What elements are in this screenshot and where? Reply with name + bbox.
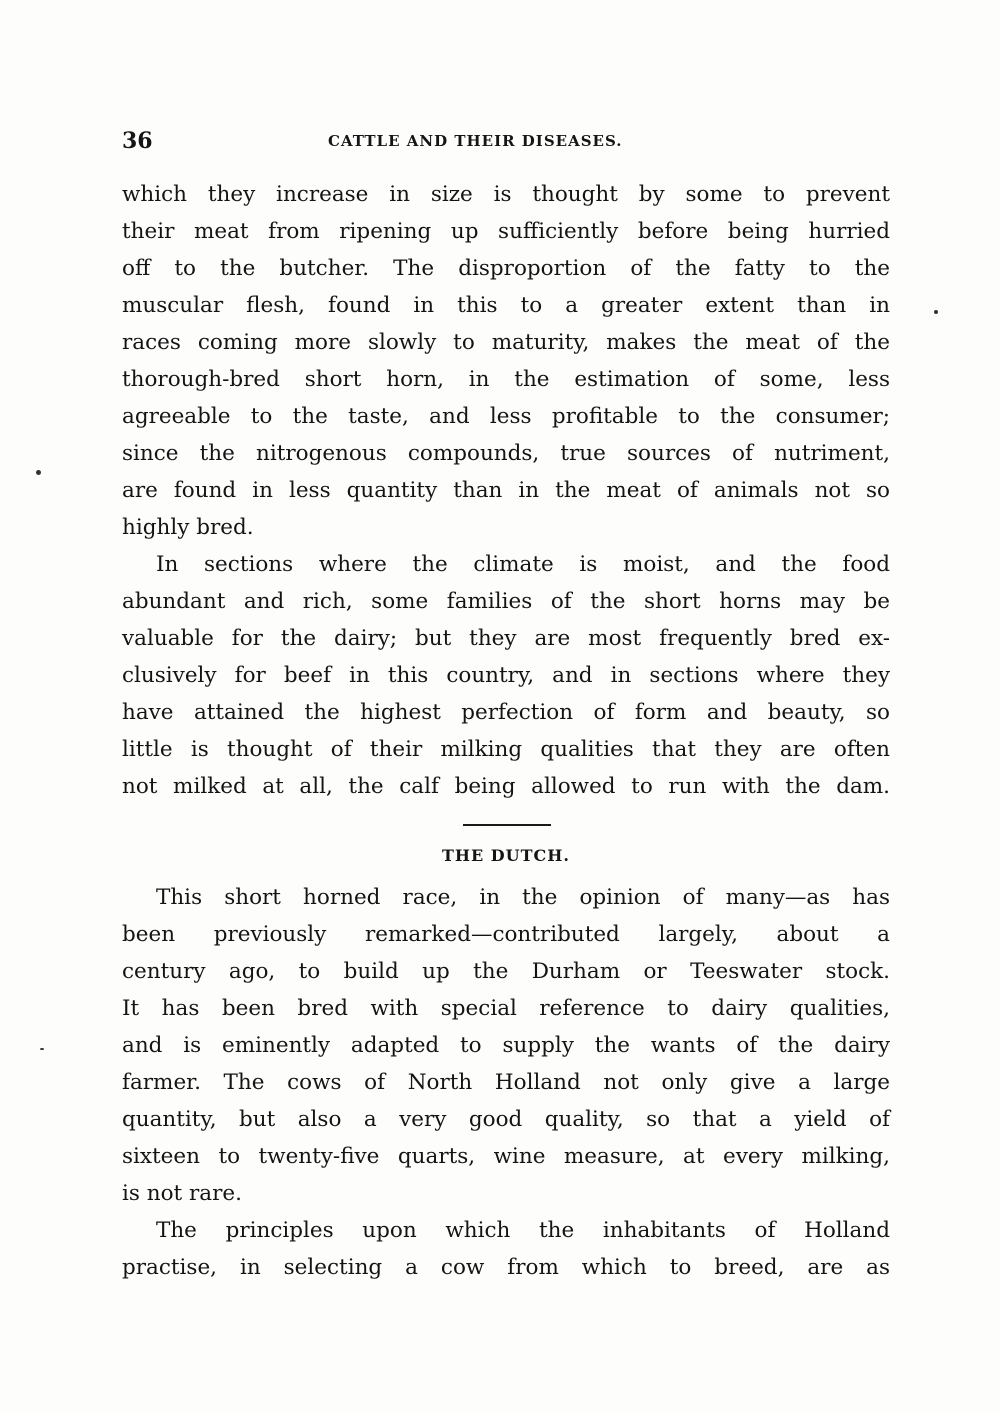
text-line: practise, in selecting a cow from which to breed, are as bbox=[122, 1255, 890, 1280]
text-line: clusively for beef in this country, and in sections where they bbox=[122, 663, 890, 688]
scan-speck bbox=[40, 1048, 44, 1050]
text-line: muscular flesh, found in this to a greater extent than in bbox=[122, 293, 890, 318]
text-line: sixteen to twenty-five quarts, wine measure, at every milking, bbox=[122, 1144, 890, 1169]
paragraph-4 bbox=[122, 1212, 890, 1286]
text-line: been previously remarked—contributed largely, about a bbox=[122, 922, 890, 947]
text-line: and is eminently adapted to supply the wants of the dairy bbox=[122, 1033, 890, 1058]
text-line: abundant and rich, some families of the short horns may be bbox=[122, 589, 890, 614]
text-line: not milked at all, the calf being allowed to run with the dam. bbox=[122, 774, 890, 799]
text-line: since the nitrogenous compounds, true sources of nutriment, bbox=[122, 441, 890, 466]
text-line: thorough-bred short horn, in the estimation of some, less bbox=[122, 367, 890, 392]
running-title: CATTLE AND THEIR DISEASES. bbox=[328, 132, 623, 150]
paragraph-3 bbox=[122, 879, 890, 1212]
text-line: This short horned race, in the opinion of many—as has bbox=[156, 885, 890, 910]
paragraph-2 bbox=[122, 546, 890, 805]
text-line: agreeable to the taste, and less profitable to the consumer; bbox=[122, 404, 890, 429]
text-line: which they increase in size is thought by some to prevent bbox=[122, 182, 890, 207]
paragraph-1 bbox=[122, 176, 890, 546]
text-line: have attained the highest perfection of form and beauty, so bbox=[122, 700, 890, 725]
section-heading: THE DUTCH. bbox=[442, 846, 570, 865]
text-line: highly bred. bbox=[122, 515, 254, 540]
text-line: is not rare. bbox=[122, 1181, 242, 1206]
section-divider bbox=[463, 824, 551, 826]
text-line: little is thought of their milking qualities that they are often bbox=[122, 737, 890, 762]
text-line: farmer. The cows of North Holland not only give a large bbox=[122, 1070, 890, 1095]
text-line: are found in less quantity than in the meat of animals not so bbox=[122, 478, 890, 503]
text-line: races coming more slowly to maturity, makes the meat of the bbox=[122, 330, 890, 355]
text-line: century ago, to build up the Durham or Teeswater stock. bbox=[122, 959, 890, 984]
page-number: 36 bbox=[122, 128, 153, 154]
page-header bbox=[122, 128, 890, 162]
text-line: It has been bred with special reference to dairy qualities, bbox=[122, 996, 890, 1021]
text-line: valuable for the dairy; but they are most frequently bred ex- bbox=[122, 626, 890, 651]
text-line: their meat from ripening up sufficiently before being hurried bbox=[122, 219, 890, 244]
scan-speck bbox=[36, 470, 41, 475]
scan-speck bbox=[934, 310, 938, 314]
text-line: off to the butcher. The disproportion of the fatty to the bbox=[122, 256, 890, 281]
text-line: quantity, but also a very good quality, so that a yield of bbox=[122, 1107, 890, 1132]
text-line: In sections where the climate is moist, and the food bbox=[156, 552, 890, 577]
text-line: The principles upon which the inhabitants of Holland bbox=[156, 1218, 890, 1243]
